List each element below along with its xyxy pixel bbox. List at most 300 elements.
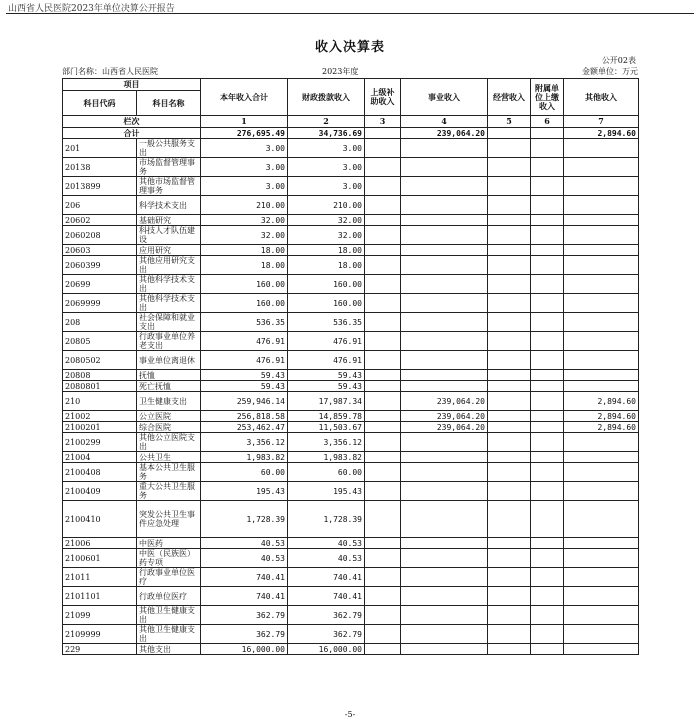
- row-value-c4: [401, 351, 488, 370]
- row-value-c4: [401, 606, 488, 625]
- row-value-c6: [531, 606, 564, 625]
- row-value-c5: [488, 452, 531, 463]
- row-value-c1: 160.00: [201, 294, 288, 313]
- row-code: 2060399: [63, 256, 137, 275]
- table-row: [63, 411, 639, 422]
- table-row: [63, 463, 639, 482]
- row-value-c4: [401, 226, 488, 245]
- table-row: [63, 501, 639, 538]
- row-value-c5: [488, 275, 531, 294]
- row-value-c4: [401, 275, 488, 294]
- row-value-c7: [564, 538, 639, 549]
- row-code: 20805: [63, 332, 137, 351]
- row-value-c1: 476.91: [201, 351, 288, 370]
- row-value-c2: 362.79: [288, 606, 365, 625]
- row-value-c3: [365, 392, 401, 411]
- row-value-c6: [531, 463, 564, 482]
- col-num-7: 7: [564, 116, 639, 128]
- table-row: [63, 549, 639, 568]
- row-code: 20603: [63, 245, 137, 256]
- row-code: 2100408: [63, 463, 137, 482]
- row-value-c6: [531, 294, 564, 313]
- row-value-c1: 740.41: [201, 568, 288, 587]
- row-name: 抚恤: [137, 370, 201, 381]
- table-row: [63, 245, 639, 256]
- row-value-c1: 1,983.82: [201, 452, 288, 463]
- col-num-3: 3: [365, 116, 401, 128]
- row-value-c3: [365, 139, 401, 158]
- row-value-c1: 362.79: [201, 606, 288, 625]
- row-value-c2: 14,859.78: [288, 411, 365, 422]
- row-value-c2: 60.00: [288, 463, 365, 482]
- row-name: 死亡抚恤: [137, 381, 201, 392]
- table-row: [63, 381, 639, 392]
- header-business: 事业收入: [401, 79, 488, 116]
- row-value-c3: [365, 177, 401, 196]
- row-value-c3: [365, 158, 401, 177]
- row-value-c1: 253,462.47: [201, 422, 288, 433]
- row-value-c1: 195.43: [201, 482, 288, 501]
- table-row: [63, 422, 639, 433]
- row-value-c6: [531, 215, 564, 226]
- row-value-c5: [488, 568, 531, 587]
- row-code: 21006: [63, 538, 137, 549]
- row-value-c2: 740.41: [288, 568, 365, 587]
- row-value-c5: [488, 463, 531, 482]
- table-row: [63, 226, 639, 245]
- row-value-c2: 3.00: [288, 177, 365, 196]
- table-row: [63, 215, 639, 226]
- report-header: 山西省人民医院2023年单位决算公开报告: [8, 4, 175, 14]
- row-code: 2080502: [63, 351, 137, 370]
- row-value-c5: [488, 245, 531, 256]
- row-value-c6: [531, 275, 564, 294]
- row-name: 综合医院: [137, 422, 201, 433]
- row-value-c1: 40.53: [201, 538, 288, 549]
- row-value-c1: 160.00: [201, 275, 288, 294]
- row-value-c1: 32.00: [201, 215, 288, 226]
- row-value-c4: [401, 245, 488, 256]
- row-value-c2: 1,983.82: [288, 452, 365, 463]
- row-value-c4: 239,064.20: [401, 411, 488, 422]
- row-value-c7: [564, 226, 639, 245]
- row-name: 科技人才队伍建设: [137, 226, 201, 245]
- table-body: [63, 128, 639, 655]
- row-code: 2080801: [63, 381, 137, 392]
- row-name: 突发公共卫生事件应急处理: [137, 501, 201, 538]
- row-value-c3: [365, 568, 401, 587]
- row-value-c2: 59.43: [288, 370, 365, 381]
- table-row: [63, 351, 639, 370]
- row-code: 210: [63, 392, 137, 411]
- row-code: 208: [63, 313, 137, 332]
- table-row: [63, 538, 639, 549]
- total-c4: 239,064.20: [401, 128, 488, 139]
- row-value-c3: [365, 381, 401, 392]
- header-code: 科目代码: [63, 91, 137, 116]
- row-value-c3: [365, 215, 401, 226]
- header-other: 其他收入: [564, 79, 639, 116]
- row-value-c7: [564, 587, 639, 606]
- row-value-c4: [401, 196, 488, 215]
- row-value-c6: [531, 226, 564, 245]
- row-value-c2: 160.00: [288, 275, 365, 294]
- row-code: 21004: [63, 452, 137, 463]
- row-value-c7: [564, 256, 639, 275]
- row-value-c5: [488, 606, 531, 625]
- row-name: 卫生健康支出: [137, 392, 201, 411]
- row-value-c7: [564, 351, 639, 370]
- row-value-c5: [488, 538, 531, 549]
- row-value-c1: 16,000.00: [201, 644, 288, 655]
- row-value-c3: [365, 351, 401, 370]
- row-value-c7: [564, 139, 639, 158]
- row-value-c4: [401, 644, 488, 655]
- row-name: 科学技术支出: [137, 196, 201, 215]
- row-value-c6: [531, 422, 564, 433]
- row-value-c6: [531, 587, 564, 606]
- row-value-c6: [531, 538, 564, 549]
- row-value-c1: 18.00: [201, 245, 288, 256]
- row-value-c7: 2,894.60: [564, 411, 639, 422]
- row-value-c1: 476.91: [201, 332, 288, 351]
- row-value-c3: [365, 332, 401, 351]
- row-code: 20699: [63, 275, 137, 294]
- row-name: 其他市场监督管理事务: [137, 177, 201, 196]
- row-value-c2: 32.00: [288, 215, 365, 226]
- row-name: 公共卫生: [137, 452, 201, 463]
- row-value-c4: [401, 501, 488, 538]
- row-value-c4: [401, 256, 488, 275]
- row-value-c5: [488, 294, 531, 313]
- row-value-c6: [531, 177, 564, 196]
- row-value-c7: [564, 196, 639, 215]
- row-name: 其他科学技术支出: [137, 294, 201, 313]
- row-value-c2: 476.91: [288, 332, 365, 351]
- col-num-4: 4: [401, 116, 488, 128]
- row-value-c3: [365, 549, 401, 568]
- row-value-c4: [401, 332, 488, 351]
- row-code: 2109999: [63, 625, 137, 644]
- row-name: 其他卫生健康支出: [137, 625, 201, 644]
- row-value-c5: [488, 351, 531, 370]
- row-value-c6: [531, 482, 564, 501]
- row-name: 市场监督管理事务: [137, 158, 201, 177]
- row-name: 社会保障和就业支出: [137, 313, 201, 332]
- table-row: [63, 275, 639, 294]
- row-value-c1: 256,818.58: [201, 411, 288, 422]
- meta-line: [62, 66, 638, 77]
- row-value-c7: [564, 625, 639, 644]
- col-num-2: 2: [288, 116, 365, 128]
- row-value-c4: [401, 549, 488, 568]
- row-value-c7: [564, 313, 639, 332]
- row-value-c6: [531, 381, 564, 392]
- header-superior: 上级补助收入: [365, 79, 401, 116]
- page-title: 收入决算表: [314, 40, 385, 55]
- row-code: 2100410: [63, 501, 137, 538]
- row-code: 2069999: [63, 294, 137, 313]
- row-value-c2: 17,987.34: [288, 392, 365, 411]
- row-value-c2: 59.43: [288, 381, 365, 392]
- row-value-c4: [401, 482, 488, 501]
- year-label: 2023年度: [322, 67, 359, 76]
- row-name: 重大公共卫生服务: [137, 482, 201, 501]
- row-value-c6: [531, 433, 564, 452]
- row-value-c5: [488, 313, 531, 332]
- row-value-c2: 11,503.67: [288, 422, 365, 433]
- row-value-c1: 740.41: [201, 587, 288, 606]
- row-value-c7: [564, 501, 639, 538]
- row-value-c4: [401, 158, 488, 177]
- table-row: [63, 332, 639, 351]
- row-value-c6: [531, 501, 564, 538]
- row-value-c3: [365, 422, 401, 433]
- row-name: 公立医院: [137, 411, 201, 422]
- row-value-c2: 536.35: [288, 313, 365, 332]
- row-name: 基础研究: [137, 215, 201, 226]
- row-value-c6: [531, 392, 564, 411]
- row-code: 21011: [63, 568, 137, 587]
- row-value-c4: [401, 587, 488, 606]
- row-value-c6: [531, 313, 564, 332]
- table-row: [63, 177, 639, 196]
- row-value-c6: [531, 370, 564, 381]
- total-c1: 276,695.49: [201, 128, 288, 139]
- row-code: 21099: [63, 606, 137, 625]
- row-code: 20138: [63, 158, 137, 177]
- table-row: [63, 606, 639, 625]
- row-value-c2: 18.00: [288, 256, 365, 275]
- row-value-c6: [531, 644, 564, 655]
- header-rule: [6, 13, 694, 14]
- row-value-c7: [564, 549, 639, 568]
- page-number: -5-: [344, 710, 356, 719]
- income-table: [62, 78, 639, 655]
- table-row: [63, 139, 639, 158]
- row-value-c2: 18.00: [288, 245, 365, 256]
- row-value-c6: [531, 196, 564, 215]
- row-name: 基本公共卫生服务: [137, 463, 201, 482]
- row-value-c1: 40.53: [201, 549, 288, 568]
- table-row: [63, 370, 639, 381]
- row-value-c3: [365, 411, 401, 422]
- row-code: 2060208: [63, 226, 137, 245]
- row-value-c6: [531, 351, 564, 370]
- table-row: [63, 625, 639, 644]
- row-name: 行政事业单位养老支出: [137, 332, 201, 351]
- row-code: 20602: [63, 215, 137, 226]
- row-code: 2100299: [63, 433, 137, 452]
- row-value-c1: 3.00: [201, 177, 288, 196]
- row-value-c7: [564, 177, 639, 196]
- row-value-c3: [365, 452, 401, 463]
- row-code: 2100409: [63, 482, 137, 501]
- table-row: [63, 452, 639, 463]
- row-value-c5: [488, 549, 531, 568]
- table-row: [63, 644, 639, 655]
- row-value-c2: 3.00: [288, 158, 365, 177]
- row-value-c5: [488, 422, 531, 433]
- row-value-c7: [564, 463, 639, 482]
- row-value-c7: [564, 294, 639, 313]
- row-value-c7: [564, 215, 639, 226]
- row-value-c3: [365, 226, 401, 245]
- row-value-c5: [488, 226, 531, 245]
- row-value-c5: [488, 482, 531, 501]
- row-value-c3: [365, 606, 401, 625]
- row-name: 事业单位离退休: [137, 351, 201, 370]
- row-name: 中医（民族医）药专项: [137, 549, 201, 568]
- row-value-c5: [488, 433, 531, 452]
- row-value-c1: 536.35: [201, 313, 288, 332]
- row-value-c5: [488, 501, 531, 538]
- header-item: 项目: [63, 79, 201, 91]
- row-value-c5: [488, 332, 531, 351]
- row-name: 应用研究: [137, 245, 201, 256]
- row-value-c6: [531, 568, 564, 587]
- row-value-c4: 239,064.20: [401, 422, 488, 433]
- row-value-c3: [365, 370, 401, 381]
- row-value-c6: [531, 158, 564, 177]
- row-value-c4: [401, 370, 488, 381]
- row-value-c1: 59.43: [201, 370, 288, 381]
- row-value-c2: 476.91: [288, 351, 365, 370]
- col-num-1: 1: [201, 116, 288, 128]
- table-row: [63, 313, 639, 332]
- row-value-c6: [531, 332, 564, 351]
- row-value-c2: 740.41: [288, 587, 365, 606]
- row-value-c6: [531, 452, 564, 463]
- row-value-c7: [564, 568, 639, 587]
- table-row: [63, 392, 639, 411]
- row-value-c1: 32.00: [201, 226, 288, 245]
- row-value-c5: [488, 587, 531, 606]
- row-value-c7: [564, 452, 639, 463]
- row-value-c1: 362.79: [201, 625, 288, 644]
- table-row: [63, 158, 639, 177]
- col-num-6: 6: [531, 116, 564, 128]
- header-total: 本年收入合计: [201, 79, 288, 116]
- row-value-c5: [488, 381, 531, 392]
- row-value-c5: [488, 625, 531, 644]
- row-code: 2100201: [63, 422, 137, 433]
- row-value-c3: [365, 482, 401, 501]
- table-row: [63, 256, 639, 275]
- dept-label: 部门名称：山西省人民医院: [62, 67, 158, 76]
- row-name: 中医药: [137, 538, 201, 549]
- row-value-c7: [564, 275, 639, 294]
- row-code: 21002: [63, 411, 137, 422]
- table-row: [63, 482, 639, 501]
- row-value-c2: 40.53: [288, 549, 365, 568]
- total-c3: [365, 128, 401, 139]
- row-value-c5: [488, 370, 531, 381]
- row-value-c2: 16,000.00: [288, 644, 365, 655]
- form-code: 公开02表: [601, 56, 636, 65]
- row-value-c7: [564, 433, 639, 452]
- table-row: [63, 433, 639, 452]
- row-name: 其他支出: [137, 644, 201, 655]
- row-value-c3: [365, 196, 401, 215]
- total-c2: 34,736.69: [288, 128, 365, 139]
- total-label: 合计: [63, 128, 201, 139]
- row-value-c3: [365, 313, 401, 332]
- row-value-c5: [488, 392, 531, 411]
- row-value-c6: [531, 549, 564, 568]
- row-code: 2100601: [63, 549, 137, 568]
- row-value-c2: 32.00: [288, 226, 365, 245]
- row-value-c7: [564, 482, 639, 501]
- row-name: 一般公共服务支出: [137, 139, 201, 158]
- row-value-c1: 59.43: [201, 381, 288, 392]
- row-value-c6: [531, 139, 564, 158]
- unit-label: 金额单位：万元: [582, 67, 638, 76]
- total-c5: [488, 128, 531, 139]
- row-value-c3: [365, 538, 401, 549]
- row-code: 206: [63, 196, 137, 215]
- row-value-c6: [531, 245, 564, 256]
- row-value-c2: 362.79: [288, 625, 365, 644]
- row-value-c3: [365, 644, 401, 655]
- row-value-c2: 3.00: [288, 139, 365, 158]
- table-row: [63, 587, 639, 606]
- row-value-c7: [564, 606, 639, 625]
- row-value-c4: [401, 625, 488, 644]
- row-value-c1: 18.00: [201, 256, 288, 275]
- row-value-c4: [401, 433, 488, 452]
- row-value-c1: 259,946.14: [201, 392, 288, 411]
- row-value-c3: [365, 587, 401, 606]
- row-code: 20808: [63, 370, 137, 381]
- row-code: 2013899: [63, 177, 137, 196]
- header-affiliated: 附属单位上缴收入: [531, 79, 564, 116]
- row-value-c1: 3,356.12: [201, 433, 288, 452]
- row-value-c4: [401, 313, 488, 332]
- row-value-c3: [365, 294, 401, 313]
- row-value-c2: 1,728.39: [288, 501, 365, 538]
- row-value-c3: [365, 501, 401, 538]
- row-code: 229: [63, 644, 137, 655]
- row-value-c3: [365, 625, 401, 644]
- row-value-c7: [564, 245, 639, 256]
- row-value-c1: 1,728.39: [201, 501, 288, 538]
- total-c7: 2,894.60: [564, 128, 639, 139]
- row-value-c2: 210.00: [288, 196, 365, 215]
- row-value-c7: [564, 332, 639, 351]
- table-row: [63, 196, 639, 215]
- row-value-c4: [401, 294, 488, 313]
- row-value-c3: [365, 433, 401, 452]
- row-value-c3: [365, 275, 401, 294]
- row-name: 行政事业单位医疗: [137, 568, 201, 587]
- row-value-c7: [564, 644, 639, 655]
- row-value-c2: 195.43: [288, 482, 365, 501]
- row-value-c5: [488, 256, 531, 275]
- row-value-c3: [365, 245, 401, 256]
- row-value-c7: [564, 158, 639, 177]
- row-value-c5: [488, 215, 531, 226]
- row-value-c4: [401, 538, 488, 549]
- row-value-c7: [564, 370, 639, 381]
- row-value-c7: 2,894.60: [564, 422, 639, 433]
- row-value-c4: [401, 568, 488, 587]
- row-value-c5: [488, 644, 531, 655]
- row-value-c6: [531, 625, 564, 644]
- row-value-c3: [365, 256, 401, 275]
- col-row-label: 栏次: [63, 116, 201, 128]
- row-code: 201: [63, 139, 137, 158]
